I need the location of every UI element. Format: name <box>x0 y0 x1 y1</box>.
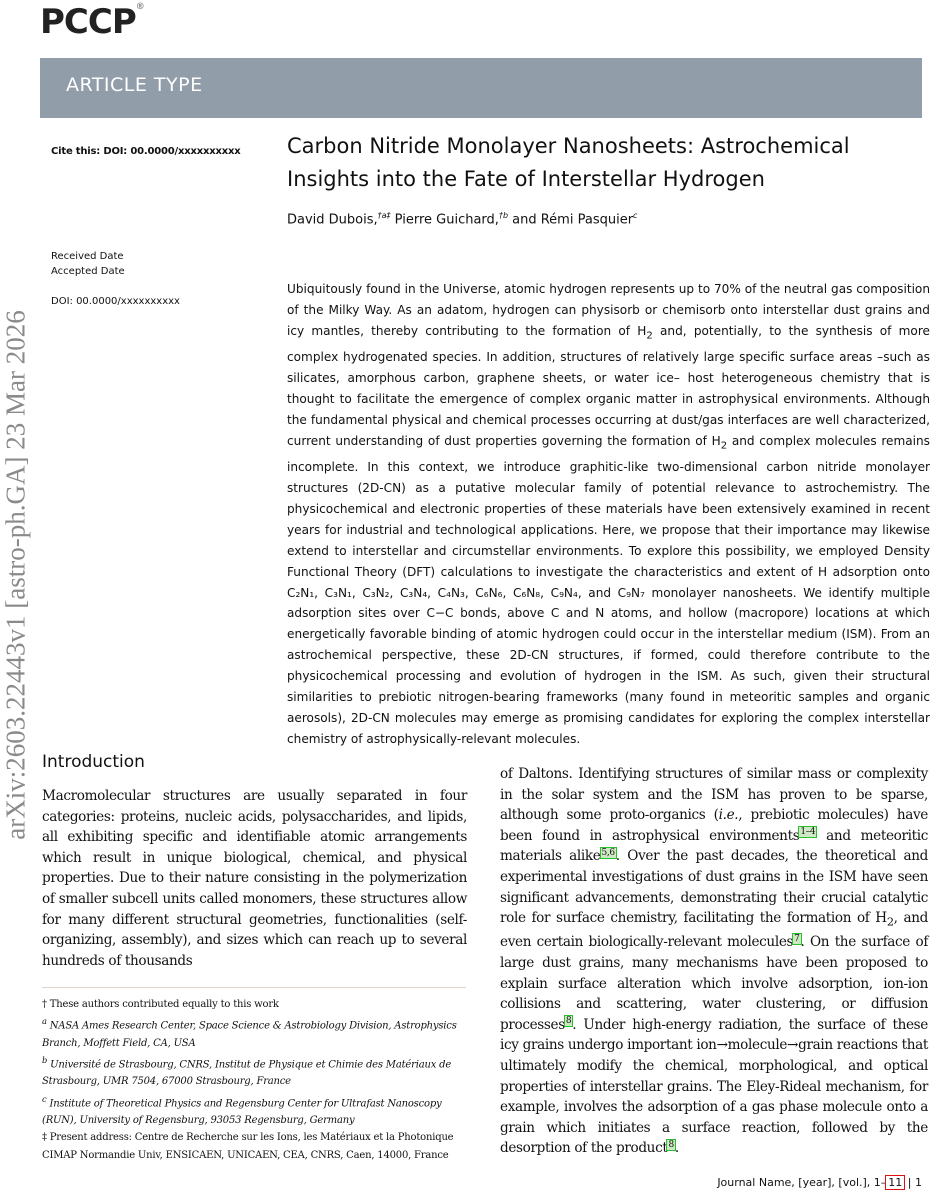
footnote-present-address: ‡ Present address: Centre de Recherche sur les Ions, les Matériaux et la Photonique CIMAP Normandie Univ, ENSICAEN, UNICAEN, CEA, CNRS, Caen, 14000, France <box>42 1132 454 1161</box>
footnotes <box>42 996 468 1164</box>
author-list: David Dubois,$^{\dagger a\ddagger}$ Pierre Guichard,$^{\dagger b}$ and Rémi Pasquier$^c$ <box>287 211 638 228</box>
section-heading-introduction: Introduction <box>42 752 145 772</box>
footnote-divider <box>42 987 466 988</box>
cite-line: Cite this: DOI: 00.0000/xxxxxxxxxx <box>51 146 241 157</box>
citation-link[interactable]: 1–4 <box>800 827 816 838</box>
footnote-affiliation-a: $^a$ NASA Ames Research Center, Space Science & Astrobiology Division, Astrophysics Branch, Moffett Field, CA, USA <box>42 1016 457 1049</box>
footnote-equal-contribution: † These authors contributed equally to this work <box>42 999 279 1010</box>
intro-right-column: of Daltons. Identifying structures of similar mass or complexity in the solar system and the ISM has proven to be sparse, although some proto-organics (i.e., prebiotic molecules) have been found in astrophysical environments$^{1-4}$ and meteoritic materials alike$^{5,6}$. Over the past decades, the theoretical and experimental investigations of dust grains in the ISM have seen significant advancements, demonstrating their crucial catalytic role for surface chemistry, facilitating the formation of $H_2$, and even certain biologically-relevant molecules$^7$. On the surface of large dust grains, many mechanisms have been proposed to explain surface alteration which involve adsorption, ion-ion collisions and scattering, water clustering, or diffusion processes$^8$. Under high-energy radiation, the surface of these icy grains undergo important ion→molecule→grain reactions that ultimately modify the chemical, morphological, and optical properties of interstellar grains. The Eley-Rideal mechanism, for example, involves the adsorption of a gas phase molecule onto a grain which initiates a surface reaction, followed by the desorption of the product$^8$. <box>500 766 929 1157</box>
doi-line: DOI: 00.0000/xxxxxxxxxx <box>51 296 180 307</box>
article-type-banner <box>40 58 922 118</box>
article-type-label: ARTICLE TYPE <box>66 74 203 96</box>
abstract: Ubiquitously found in the Universe, atomic hydrogen represents up to 70% of the neutral gas composition of the Milky Way. As an adatom, hydrogen can physisorb or chemisorb onto interstellar dust grains and icy mantles, thereby contributing to the formation of $H_2$ and, potentially, to the synthesis of more complex hydrogenated species. In addition, structures of relatively large specific surface areas –such as silicates, amorphous carbon, graphene sheets, or water ice– host heterogeneous chemistry that is thought to facilitate the emergence of complex organic matter in astrophysical environments. Although the fundamental physical and chemical processes occurring at dust/gas interfaces are well characterized, current understanding of dust properties governing the formation of $H_2$ and complex molecules remains incomplete. In this context, we introduce graphitic-like two-dimensional carbon nitride monolayer structures (2D-CN) as a putative molecular family of potential relevance to astrochemistry. The physicochemical and electronic properties of these materials have been extensively examined in recent years for industrial and technological applications. Here, we propose that their importance may likewise extend to interstellar and circumstellar environments. To explore this possibility, we employed Density Functional Theory (DFT) calculations to investigate the characteristics and extent of H adsorption onto C₂N₁, C₃N₁, C₃N₂, C₃N₄, C₄N₃, C₆N₆, C₆N₈, C₉N₄, and C₉N₇ monolayer nanosheets. We identify multiple adsorption sites over C−C bonds, above C and N atoms, and hollow (macropore) locations at which energetically favorable binding of atomic hydrogen could occur in the interstellar medium (ISM). From an astrochemical perspective, these 2D-CN structures, if formed, could therefore contribute to the physicochemical processing and evolution of hydrogen in the ISM. As such, given their structural similarities to prebiotic nitrogen-bearing frameworks (many found in meteoritic samples and organic aerosols), 2D-CN molecules may emerge as promising candidates for exploring the complex interstellar chemistry of astrophysically-relevant molecules. <box>287 282 930 746</box>
page-footer: Journal Name, [year], [vol.], 1– 11 | 1 <box>717 1176 922 1189</box>
page-count-link[interactable]: 11 <box>888 1176 903 1189</box>
footnote-affiliation-b: $^b$ Université de Strasbourg, CNRS, Institut de Physique et Chimie des Matériaux de Strasbourg, UMR 7504, 67000 Strasbourg, France <box>42 1054 452 1088</box>
paper-title: Carbon Nitride Monolayer Nanosheets: Astrochemical Insights into the Fate of Interstellar Hydrogen <box>287 134 850 191</box>
citation-link[interactable]: 8 <box>668 1139 674 1150</box>
citation-link[interactable]: 8 <box>565 1016 572 1027</box>
journal-logo: PCCP® <box>40 2 144 42</box>
page-number: 1 <box>915 1176 922 1189</box>
received-date: Received Date <box>51 251 124 262</box>
intro-left-column: Macromolecular structures are usually separated in four categories: proteins, nucleic acids, polysaccharides, and lipids, all exhibiting specific and identifiable atomic arrangements which result in unique biological, chemical, and physical properties. Due to their nature consisting in the polymerization of smaller subcell units called monomers, these structures allow for many different structural geometries, functionalities (self-organizing, assembly), and sizes which can reach up to several hundreds of thousands <box>42 788 467 969</box>
arxiv-stamp: arXiv:2603.22443v1 [astro-ph.GA] 23 Mar 2026 <box>0 310 31 840</box>
footnote-affiliation-c: $^c$ Institute of Theoretical Physics and Regensburg Center for Ultrafast Nanoscopy (RUN), University of Regensburg, 93053 Regensburg, Germany <box>42 1093 442 1127</box>
citation-link[interactable]: 5,6 <box>601 847 615 858</box>
accepted-date: Accepted Date <box>51 266 125 277</box>
citation-link[interactable]: 7 <box>794 933 800 944</box>
